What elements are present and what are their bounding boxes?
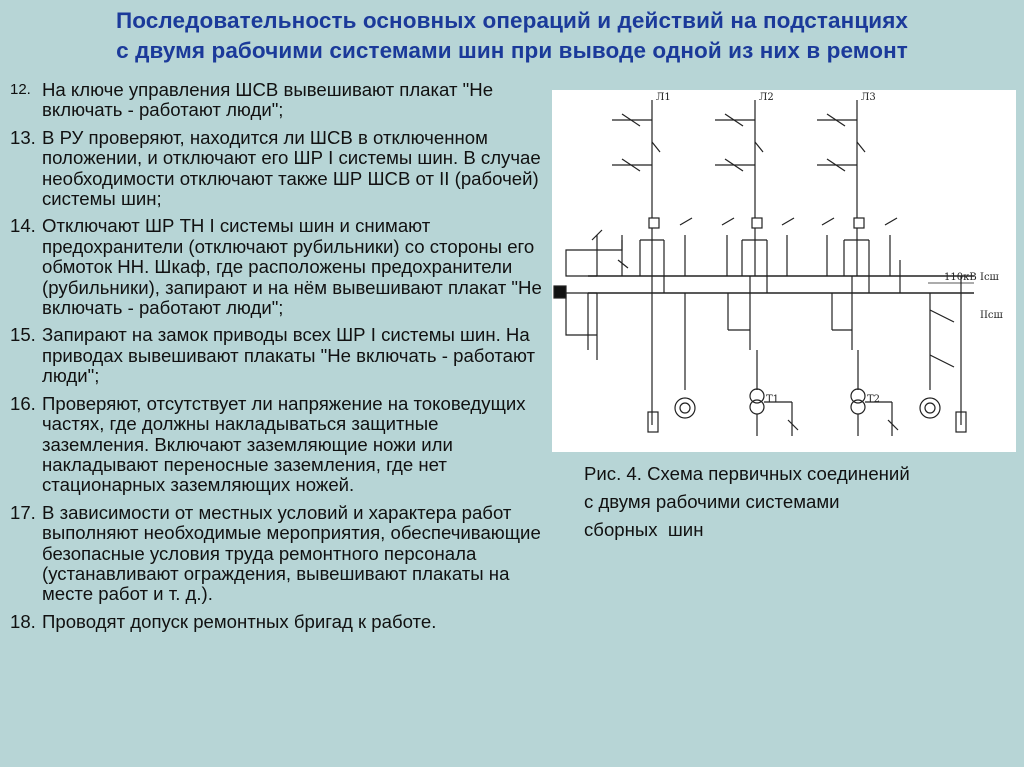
voltage-label: 110кВ <box>944 272 977 283</box>
step-text: На ключе управления ШСВ вывешивают плакат "Не включать - работают люди"; <box>42 79 494 121</box>
slide-title-line-1: Последовательность основных операций и действий на подстанциях <box>115 8 909 33</box>
transformer-bay-t1 <box>728 276 798 436</box>
schematic-drawing <box>552 90 1016 452</box>
caption-line-3: сборных шин <box>584 519 704 540</box>
steps-list <box>10 80 550 639</box>
slide-title-line-2: с двумя рабочими системами шин при выводе одной из них в ремонт <box>116 38 908 63</box>
step-number: 17. <box>10 501 36 523</box>
list-item <box>10 216 550 318</box>
step-text: В зависимости от местных условий и характера работ выполняют необходимые мероприятия, обеспечивающие безопасные условия труда ремонтного персонала (устанавливают ограждения, вывешивают плакаты на месте работ и т. д.). <box>42 501 541 605</box>
step-text: Запирают на замок приводы всех ШР I системы шин. На приводах вывешивают плакаты "Не включать - работают люди"; <box>42 324 536 387</box>
list-item <box>10 80 550 121</box>
line-label-l3: Л3 <box>861 92 876 103</box>
list-item <box>10 394 550 496</box>
feeder-l1 <box>612 100 664 293</box>
step-text: В РУ проверяют, находится ли ШСВ в отключенном положении, и отключают его ШР I системы шин. В случае необходимости отключают также ШР ШСВ от II (рабочей) системы шин; <box>42 126 541 210</box>
list-item <box>10 503 550 605</box>
coupler-breaker <box>554 286 566 298</box>
list-item <box>10 325 550 386</box>
step-number: 18. <box>10 610 36 632</box>
line-label-l2: Л2 <box>759 92 774 103</box>
step-number: 12. <box>10 81 31 98</box>
voltage-transformer-right <box>920 276 966 432</box>
step-text: Проверяют, отсутствует ли напряжение на токоведущих частях, где должны накладываться защитные заземления. Включают заземляющие ножи или накладывают переносные заземления, где нет стационарных заземляющих ножей. <box>42 392 526 496</box>
bus-2-label: IIсш <box>980 310 1003 321</box>
transformer-bay-t2 <box>832 276 898 436</box>
upper-disconnectors <box>592 218 900 293</box>
list-item <box>10 128 550 210</box>
list-item <box>10 612 550 632</box>
step-number: 14. <box>10 215 36 237</box>
step-number: 15. <box>10 324 36 346</box>
bus-1-label: Iсш <box>980 272 999 283</box>
step-text: Отключают ШР ТН I системы шин и снимают предохранители (отключают рубильники) со стороны его обмоток НН. Шкаф, где расположены предохранители (рубильники), запирают и на нём вывешивают плакат "Не включать - работают люди"; <box>42 215 542 319</box>
coupler-wire <box>566 235 622 276</box>
caption-line-1: Рис. 4. Схема первичных соединений <box>584 463 910 484</box>
caption-line-2: с двумя рабочими системами <box>584 491 840 512</box>
transformer-label-t1: Т1 <box>766 394 780 405</box>
slide-title <box>0 6 1024 66</box>
voltage-transformer-left <box>588 276 695 432</box>
busbar-schematic <box>552 90 1016 452</box>
line-label-l1: Л1 <box>656 92 671 103</box>
figure-caption <box>584 460 1004 544</box>
coupler-wire-lower <box>566 293 597 335</box>
transformer-label-t2: Т2 <box>867 394 881 405</box>
step-text: Проводят допуск ремонтных бригад к работе. <box>42 610 437 632</box>
feeder-l3 <box>817 100 869 293</box>
feeder-l2 <box>715 100 767 293</box>
step-number: 13. <box>10 126 36 148</box>
step-number: 16. <box>10 392 36 414</box>
